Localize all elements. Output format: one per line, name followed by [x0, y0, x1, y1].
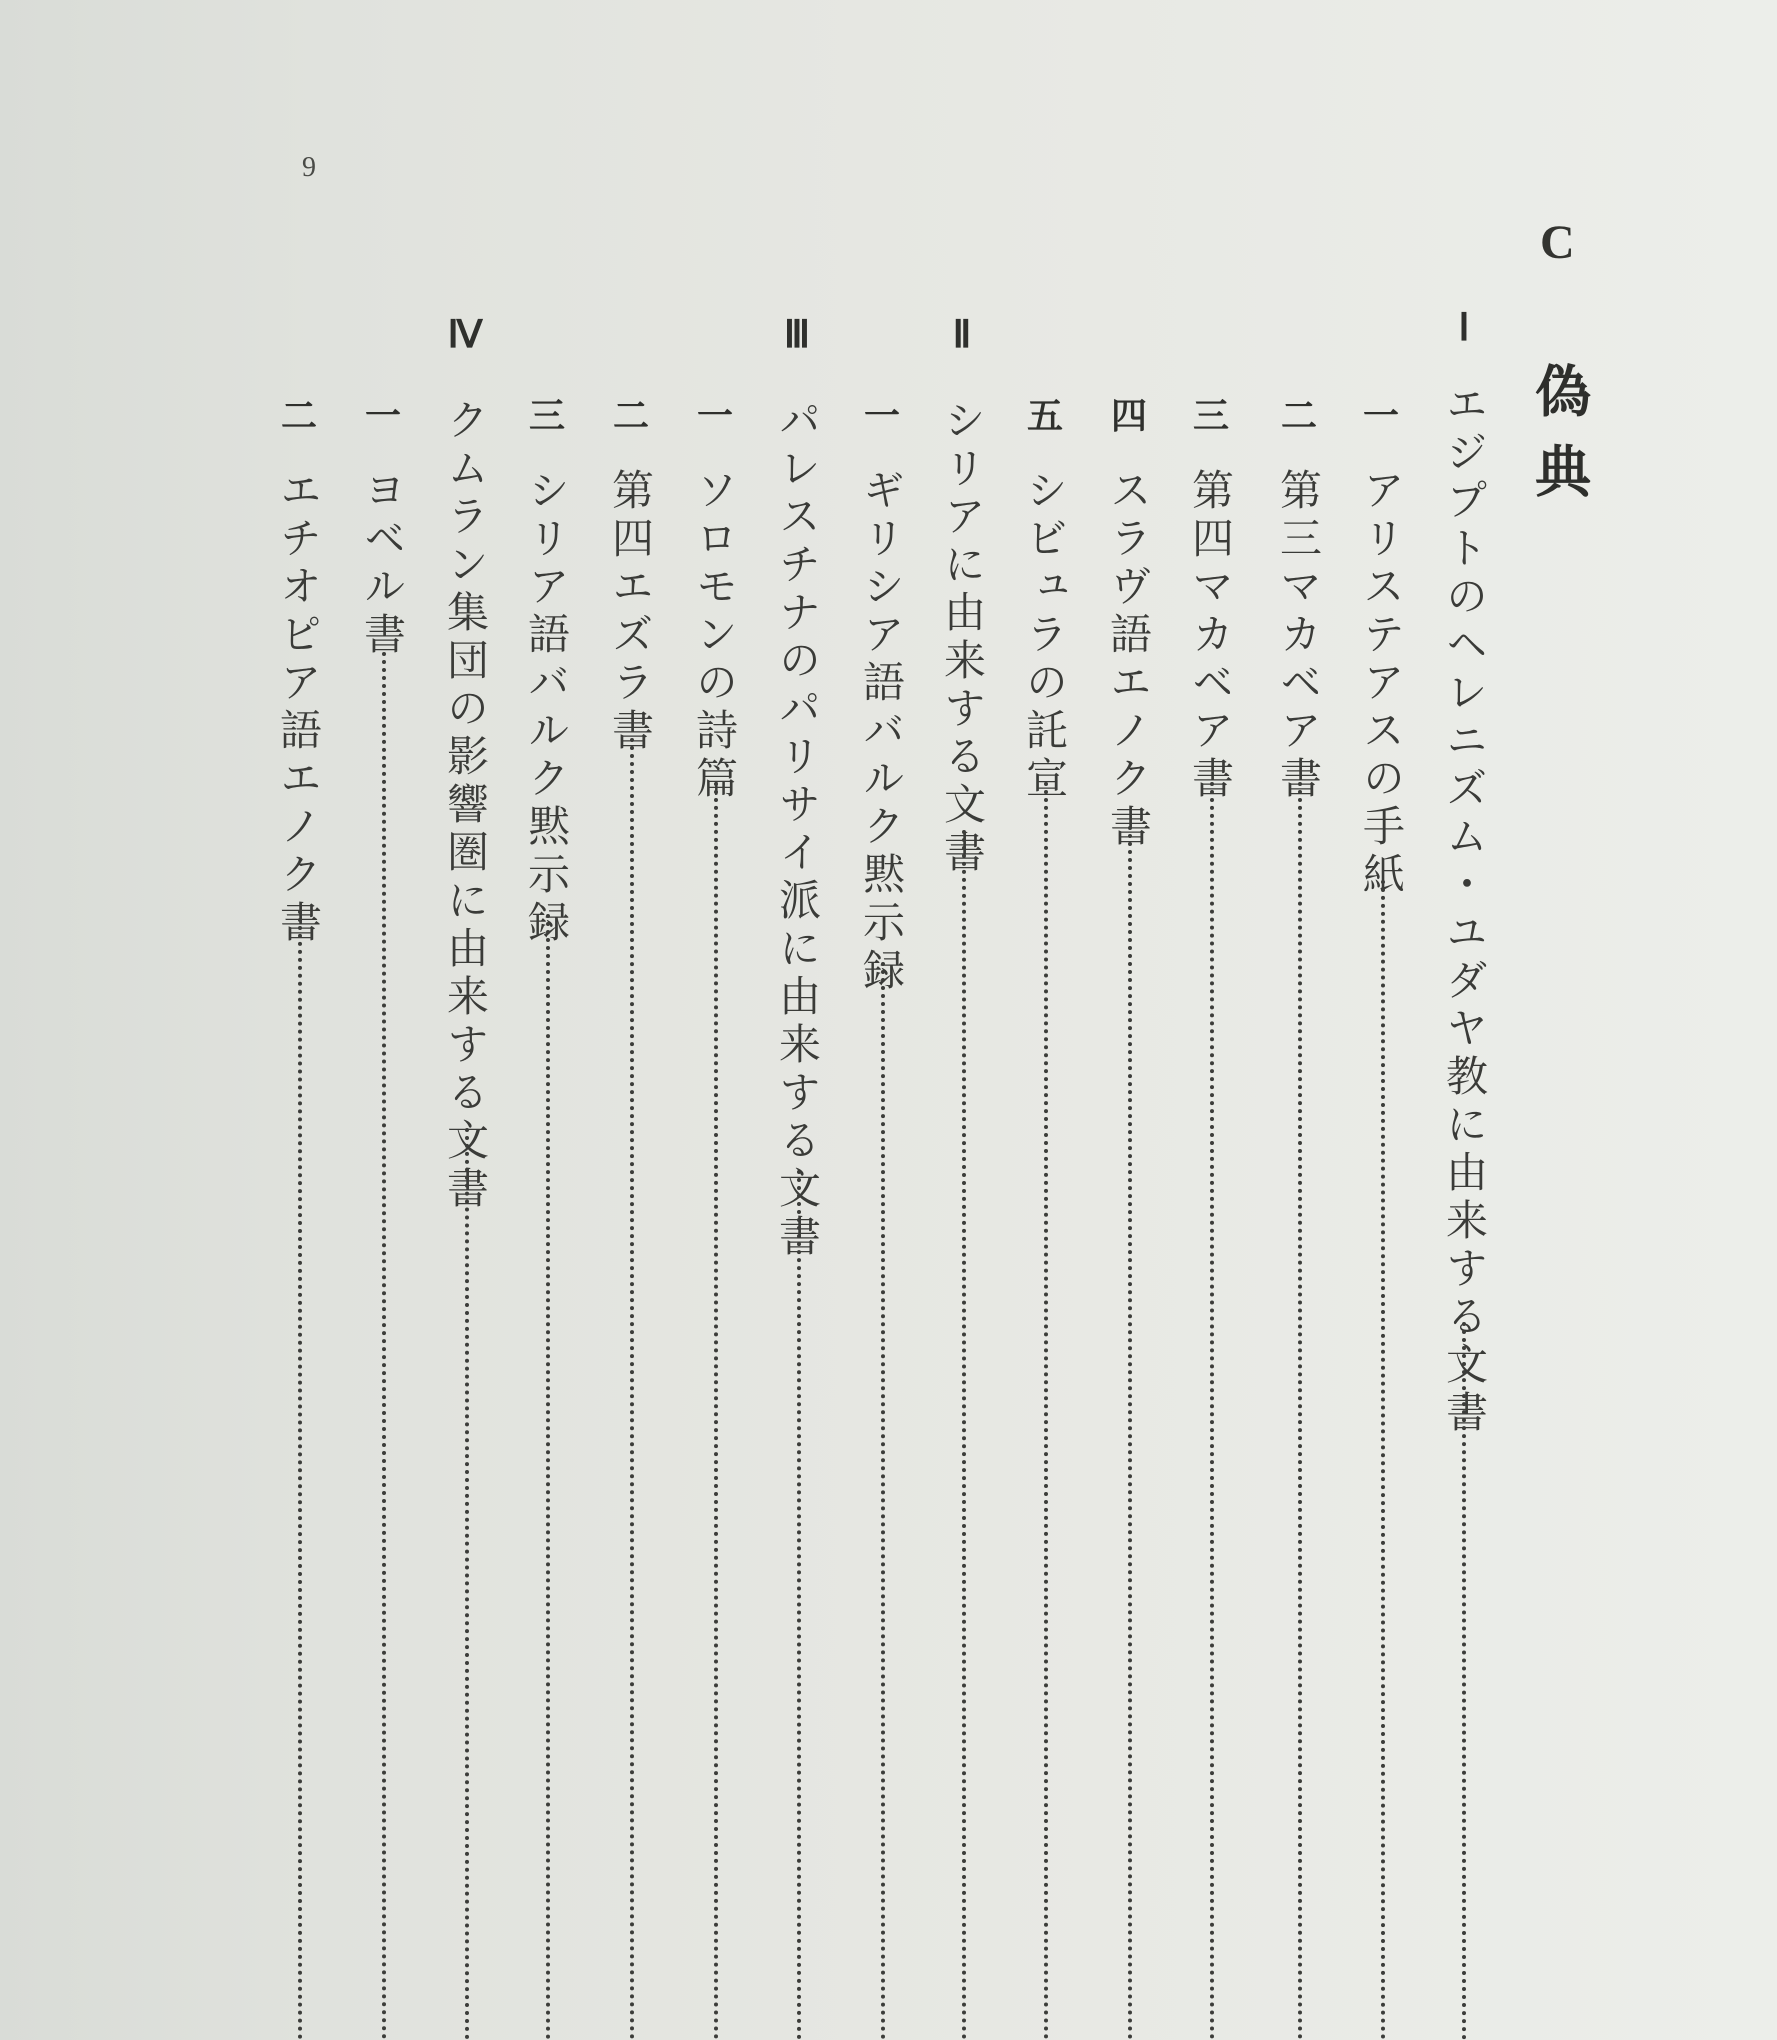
dot-leader — [1128, 826, 1132, 2040]
toc-entry-title: ヨベル書 — [358, 468, 407, 660]
toc-entry-title: 第三マカベア書 — [1274, 468, 1323, 804]
dot-leader — [797, 1170, 801, 2040]
toc-entry-title: ギリシア語バルク黙示録 — [857, 468, 906, 996]
toc-entry-title: シリア語バルク黙示録 — [522, 468, 571, 948]
entry-numeral: 四 — [1110, 395, 1147, 437]
toc-entry-title: シビュラの託宣 — [1020, 468, 1069, 804]
dot-leader — [1462, 1322, 1466, 2040]
dot-leader — [465, 1128, 469, 2040]
dot-leader — [1298, 782, 1302, 2040]
toc-entry-title: シリアに由来する文書 — [938, 398, 987, 878]
part-numeral: Ⅱ — [952, 314, 972, 356]
entry-numeral: 二 — [1280, 395, 1317, 437]
section-letter: C — [1540, 216, 1575, 269]
dot-leader — [714, 782, 718, 2040]
toc-entry-title: ソロモンの詩篇 — [690, 468, 739, 804]
entry-numeral: 一 — [1362, 395, 1399, 437]
entry-numeral: 一 — [863, 395, 900, 437]
toc-entry-title: パレスチナのパリサイ派に由来する文書 — [773, 398, 822, 1262]
dot-leader — [546, 914, 550, 2040]
part-numeral: Ⅲ — [783, 314, 811, 356]
section-title: 偽典 — [1526, 362, 1591, 522]
part-numeral: Ⅳ — [447, 314, 483, 356]
entry-numeral: 一 — [364, 395, 401, 437]
dot-leader — [382, 652, 386, 2040]
toc-entry-title: 第四エズラ書 — [606, 468, 655, 756]
dot-leader — [881, 962, 885, 2040]
page-number: 9 — [302, 152, 316, 183]
toc-entry-title: クムラン集団の影響圏に由来する文書 — [441, 398, 490, 1214]
dot-leader — [1381, 880, 1385, 2040]
dot-leader — [298, 910, 302, 2040]
entry-numeral: 三 — [528, 395, 565, 437]
toc-entry-title: エジプトのヘレニズム・ユダヤ教に由来する文書 — [1440, 382, 1489, 1438]
toc-entry-title: アリステアスの手紙 — [1357, 468, 1406, 900]
dot-leader — [630, 738, 634, 2040]
entry-numeral: 五 — [1026, 395, 1063, 437]
entry-numeral: 一 — [696, 395, 733, 437]
dot-leader — [1210, 782, 1214, 2040]
entry-numeral: 二 — [612, 395, 649, 437]
dot-leader — [1044, 782, 1048, 2040]
dot-leader — [962, 830, 966, 2040]
toc-entry-title: エチオピア語エノク書 — [274, 468, 323, 948]
entry-numeral: 三 — [1192, 395, 1229, 437]
part-numeral: Ⅰ — [1458, 307, 1470, 349]
entry-numeral: 二 — [280, 395, 317, 437]
toc-entry-title: スラヴ語エノク書 — [1104, 468, 1153, 852]
toc-entry-title: 第四マカベア書 — [1186, 468, 1235, 804]
